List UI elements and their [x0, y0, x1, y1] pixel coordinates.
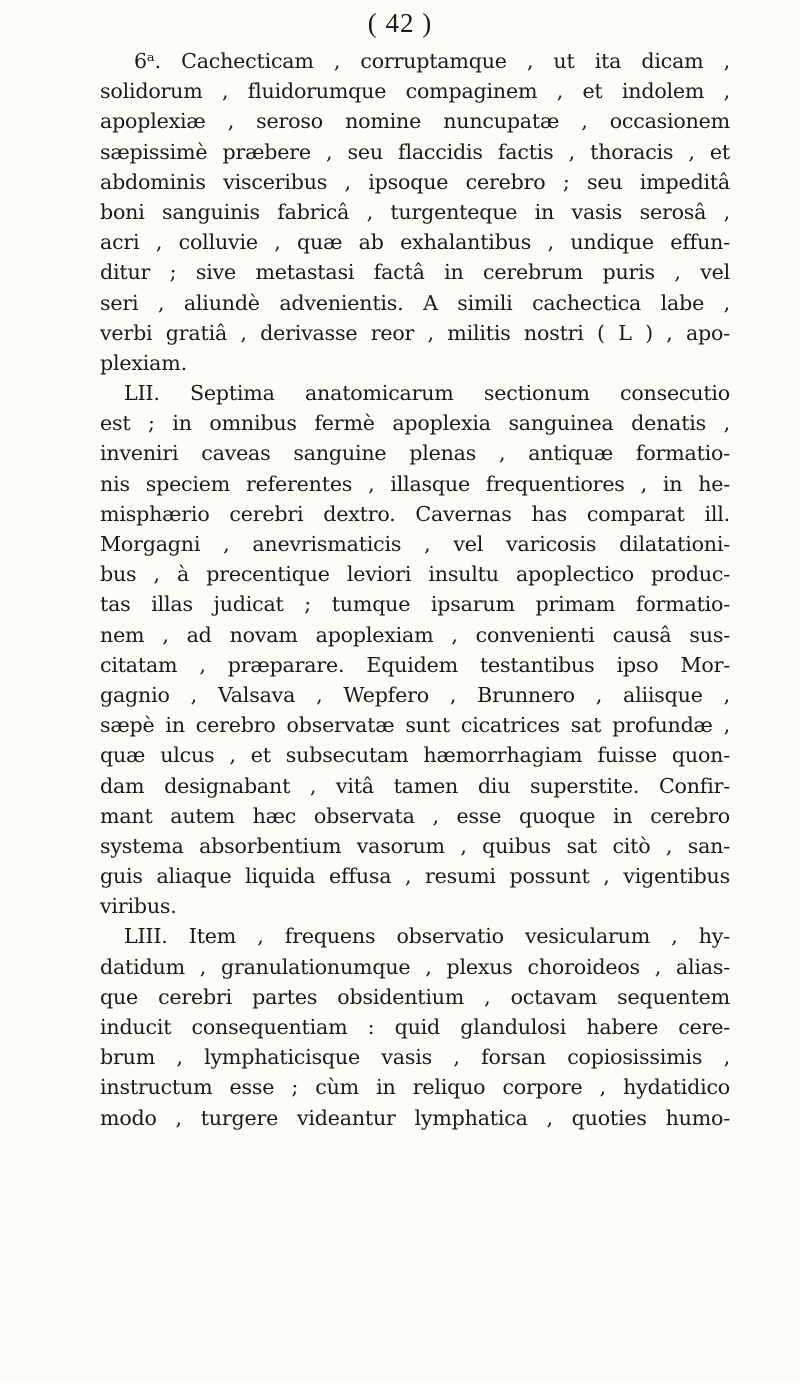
- text-line: guis aliaque liquida effusa , resumi possunt , vigentibus: [100, 864, 730, 889]
- text-line: LIII. Item , frequens observatio vesicularum , hy-: [124, 924, 730, 949]
- text-line: citatam , præparare. Equidem testantibus ipso Mor-: [100, 652, 730, 677]
- text-line: Morgagni , anevrismaticis , vel varicosis dilatationi-: [100, 532, 730, 556]
- text-line: datidum , granulationumque , plexus choroideos , alias-: [100, 954, 730, 979]
- text-line: dam designabant , vitâ tamen diu superstite. Confir-: [100, 773, 730, 798]
- text-line: solidorum , fluidorumque compaginem , et indolem ,: [100, 79, 730, 104]
- text-line: sæpissimè præbere , seu flaccidis factis , thoracis , et: [100, 139, 730, 164]
- text-line: 6ᵃ. Cachecticam , corruptamque , ut ita dicam ,: [134, 49, 730, 73]
- text-line: sæpè in cerebro observatæ sunt cicatrices sat profundæ ,: [100, 713, 730, 738]
- text-line: abdominis visceribus , ipsoque cerebro ; seu impeditâ: [100, 169, 730, 194]
- text-line: brum , lymphaticisque vasis , forsan copiosissimis ,: [100, 1045, 730, 1070]
- text-line: inducit consequentiam : quid glandulosi habere cere-: [100, 1015, 730, 1039]
- body-text: [100, 46, 730, 1133]
- text-line: verbi gratiâ , derivasse reor , militis nostri ( L ) , apo-: [100, 320, 730, 345]
- text-line: systema absorbentium vasorum , quibus sat citò , san-: [100, 833, 730, 858]
- text-line: misphærio cerebri dextro. Cavernas has comparat ill.: [100, 501, 730, 526]
- text-line: ditur ; sive metastasi factâ in cerebrum puris , vel: [100, 260, 730, 285]
- text-line: quæ ulcus , et subsecutam hæmorrhagiam fuisse quon-: [100, 743, 730, 768]
- text-line: instructum esse ; cùm in reliquo corpore , hydatidico: [100, 1075, 730, 1100]
- text-line: inveniri caveas sanguine plenas , antiquæ formatio-: [100, 441, 730, 466]
- text-line: seri , aliundè advenientis. A simili cachectica labe ,: [100, 290, 730, 315]
- text-line: que cerebri partes obsidentium , octavam sequentem: [100, 984, 730, 1009]
- text-line: est ; in omnibus fermè apoplexia sanguinea denatis ,: [100, 411, 730, 436]
- text-line: modo , turgere videantur lymphatica , quoties humo-: [100, 1105, 730, 1130]
- text-line: boni sanguinis fabricâ , turgenteque in vasis serosâ ,: [100, 199, 730, 224]
- text-line: bus , à precentique leviori insultu apoplectico produc-: [100, 562, 730, 587]
- text-line: LII. Septima anatomicarum sectionum consecutio: [124, 381, 730, 406]
- text-line: mant autem hæc observata , esse quoque in cerebro: [100, 803, 730, 828]
- text-line: gagnio , Valsava , Wepfero , Brunnero , aliisque ,: [100, 682, 730, 707]
- text-line: viribus.: [100, 894, 177, 919]
- text-line: tas illas judicat ; tumque ipsarum primam formatio-: [100, 592, 730, 617]
- text-line: acri , colluvie , quæ ab exhalantibus , undique effun-: [100, 230, 730, 255]
- text-line: nem , ad novam apoplexiam , convenienti causâ sus-: [100, 622, 730, 647]
- text-line: apoplexiæ , seroso nomine nuncupatæ , occasionem: [100, 109, 730, 134]
- text-line: nis speciem referentes , illasque frequentiores , in he-: [100, 471, 730, 496]
- text-line: plexiam.: [100, 350, 187, 375]
- page-number: ( 42 ): [367, 8, 433, 38]
